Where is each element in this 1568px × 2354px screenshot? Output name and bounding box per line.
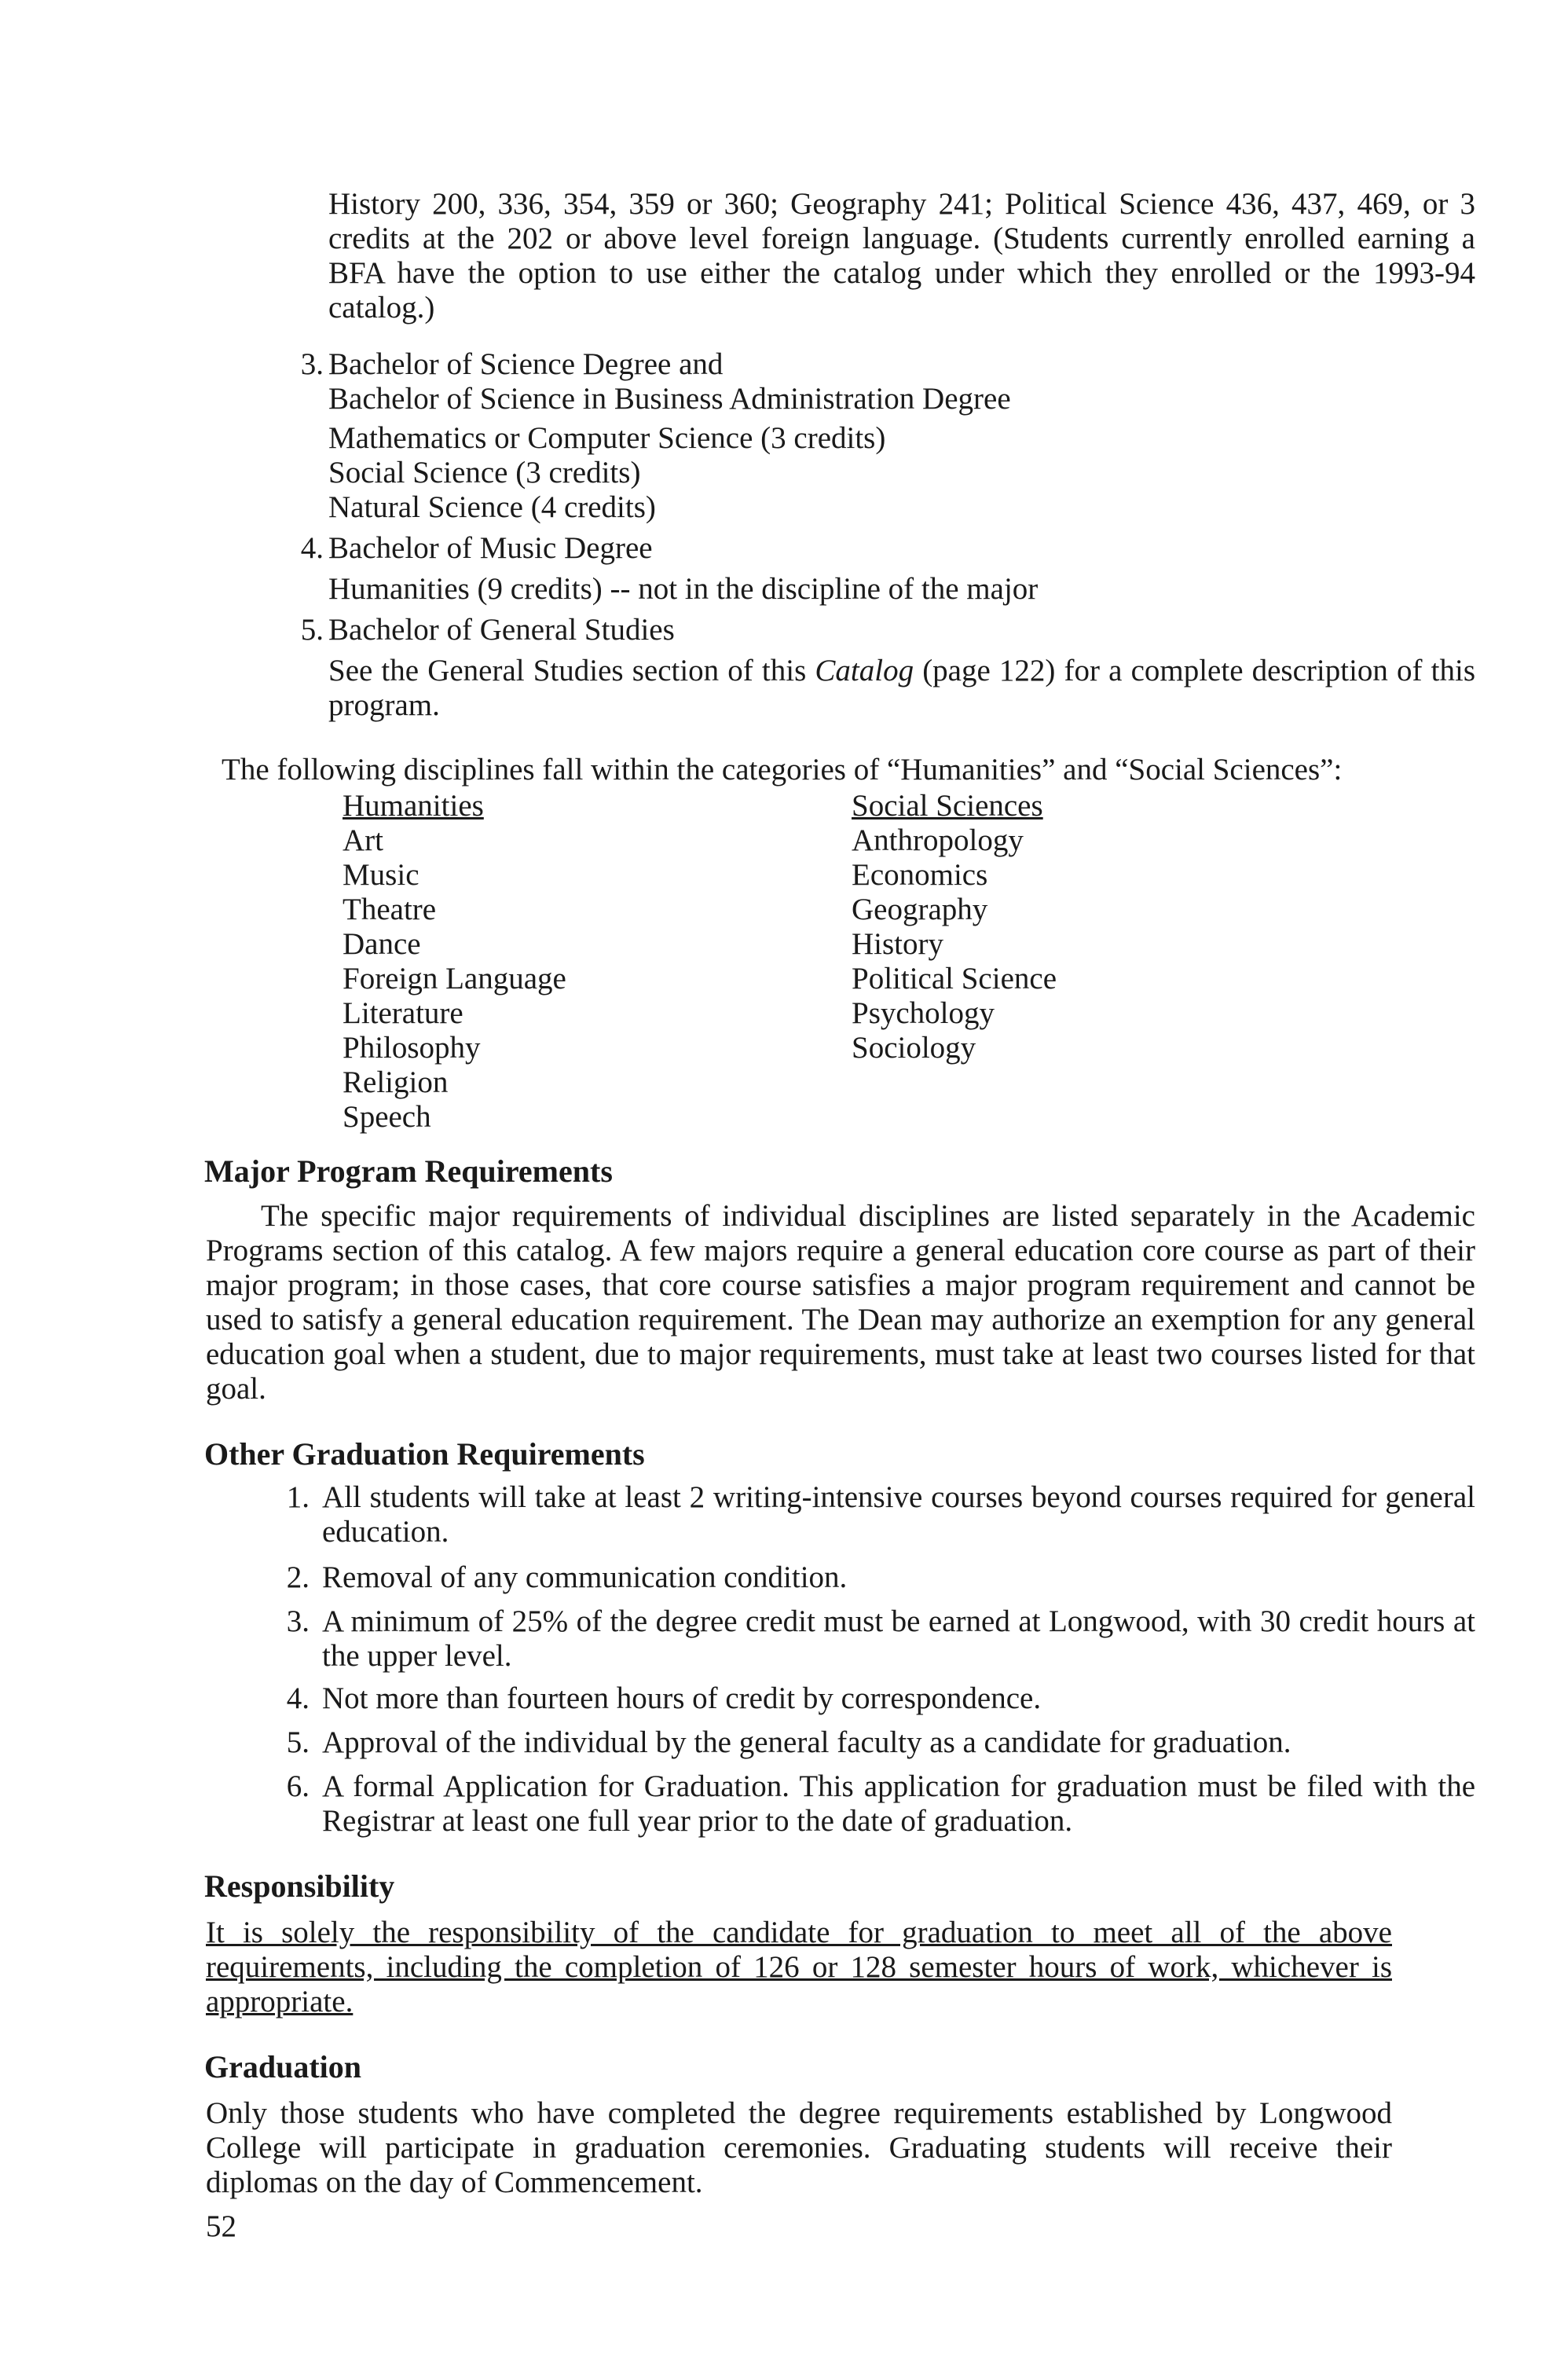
- degree-number: 3.: [300, 347, 324, 381]
- discipline-item: Art: [343, 823, 383, 857]
- requirement-number: 2.: [286, 1560, 310, 1594]
- disciplines-intro: The following disciplines fall within the categories of “Humanities” and “Social Sciences”:: [222, 753, 1343, 786]
- major-heading: Major Program Requirements: [204, 1153, 613, 1189]
- degree-requirement: Mathematics or Computer Science (3 credits): [328, 421, 886, 455]
- social-sciences-heading: Social Sciences: [852, 789, 1043, 823]
- discipline-item: Economics: [852, 858, 988, 892]
- requirement-number: 1.: [286, 1480, 310, 1514]
- requirement-item: Not more than fourteen hours of credit by correspondence.: [322, 1681, 1042, 1715]
- discipline-item: Philosophy: [343, 1031, 481, 1065]
- graduation-heading: Graduation: [204, 2049, 362, 2084]
- degree-number: 4.: [300, 531, 324, 565]
- graduation-paragraph: Only those students who have completed the degree requirements established by Longwood College will participate in graduation ceremonies. Graduating students will receive their diplomas on the day of Commencement.: [206, 2096, 1392, 2199]
- requirement-number: 5.: [286, 1725, 310, 1759]
- degree-title: Bachelor of General Studies: [328, 613, 675, 647]
- requirement-number: 3.: [286, 1604, 310, 1638]
- discipline-item: Anthropology: [852, 823, 1024, 857]
- requirement-item: A formal Application for Graduation. This application for graduation must be filed with the Registrar at least one full year prior to the date of graduation.: [322, 1769, 1475, 1838]
- discipline-item: Theatre: [343, 893, 437, 926]
- humanities-heading: Humanities: [343, 789, 484, 823]
- discipline-item: Sociology: [852, 1031, 976, 1065]
- discipline-item: Political Science: [852, 962, 1057, 996]
- discipline-item: Foreign Language: [343, 962, 566, 996]
- requirement-item: All students will take at least 2 writing-intensive courses beyond courses required for general education.: [322, 1480, 1475, 1549]
- discipline-item: Dance: [343, 927, 421, 961]
- requirement-item: Removal of any communication condition.: [322, 1560, 848, 1594]
- discipline-item: Religion: [343, 1065, 449, 1099]
- degree-number: 5.: [300, 613, 324, 647]
- degree-title: Bachelor of Science in Business Administration Degree: [328, 382, 1011, 416]
- intro-paragraph: History 200, 336, 354, 359 or 360; Geography 241; Political Science 436, 437, 469, or 3 credits at the 202 or above level foreign language. (Students currently enrolled earning a BFA have the option to use either the catalog under which they enrolled or the 1993-94 catalog.): [328, 187, 1475, 324]
- discipline-item: History: [852, 927, 943, 961]
- requirement-item: A minimum of 25% of the degree credit must be earned at Longwood, with 30 credit hours at the upper level.: [322, 1604, 1475, 1673]
- discipline-item: Speech: [343, 1100, 431, 1134]
- degree-requirement: Humanities (9 credits) -- not in the discipline of the major: [328, 572, 1039, 606]
- discipline-item: Geography: [852, 893, 988, 926]
- social-sciences-column: [852, 789, 1057, 1065]
- major-paragraph: The specific major requirements of individual disciplines are listed separately in the Academic Programs section of this catalog. A few majors require a general education core course as part of their major program; in those cases, that core course satisfies a major program requirement and cannot be used to satisfy a general education requirement. The Dean may authorize an exemption for any general education goal when a student, due to major requirements, must take at least two courses listed for that goal.: [206, 1199, 1475, 1406]
- degree-title: Bachelor of Music Degree: [328, 531, 653, 565]
- page-number: 52: [206, 2209, 236, 2243]
- humanities-column: [343, 789, 566, 1135]
- discipline-item: Psychology: [852, 996, 995, 1030]
- degree-requirement: Natural Science (4 credits): [328, 490, 656, 524]
- degree-description: See the General Studies section of this Catalog (page 122) for a complete description of this program.: [328, 654, 1475, 722]
- responsibility-heading: Responsibility: [204, 1868, 395, 1904]
- discipline-item: Literature: [343, 996, 463, 1030]
- requirement-number: 4.: [286, 1681, 310, 1715]
- requirement-item: Approval of the individual by the general faculty as a candidate for graduation.: [322, 1725, 1291, 1759]
- responsibility-paragraph: It is solely the responsibility of the candidate for graduation to meet all of the above requirements, including the completion of 126 or 128 semester hours of work, whichever is appropriate.: [206, 1916, 1392, 2018]
- discipline-item: Music: [343, 858, 419, 892]
- degree-title: Bachelor of Science Degree and: [328, 347, 724, 381]
- degree-requirement: Social Science (3 credits): [328, 456, 641, 490]
- requirement-number: 6.: [286, 1769, 310, 1803]
- other-heading: Other Graduation Requirements: [204, 1436, 645, 1472]
